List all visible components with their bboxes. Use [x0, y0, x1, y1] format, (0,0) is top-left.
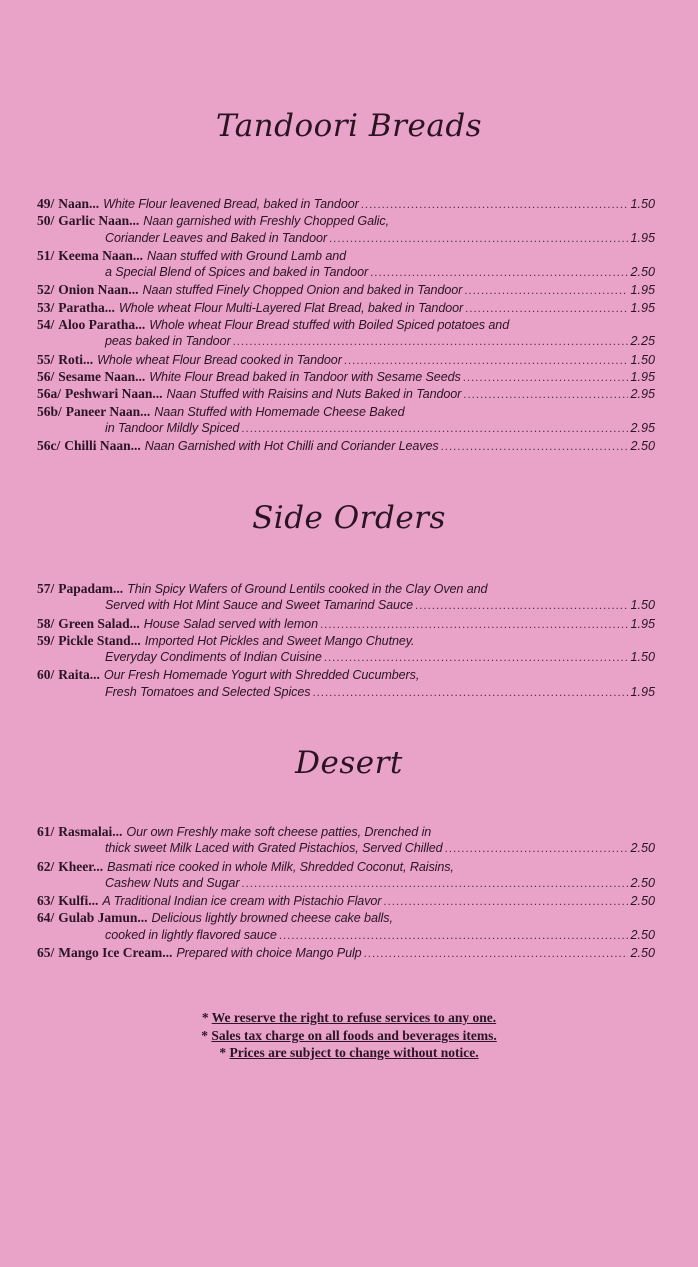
item-number: 61/ — [37, 824, 55, 839]
item-line — [37, 928, 655, 945]
item-price: 1.95 — [630, 283, 655, 298]
dot-leader — [415, 601, 628, 612]
item-description: Naan garnished with Freshly Chopped Galic, — [143, 214, 389, 229]
item-description: Thin Spicy Wafers of Ground Lentils cooked in the Clay Oven and — [127, 582, 488, 596]
dot-leader — [463, 373, 629, 384]
item-name: Kulfi... — [58, 893, 99, 909]
item-description: House Salad served with lemon — [143, 616, 318, 631]
dot-leader — [233, 337, 629, 348]
item-number: 55/ — [37, 351, 55, 367]
item-description: Naan Stuffed with Homemade Cheese Baked — [154, 404, 405, 419]
item-price: 2.50 — [630, 927, 655, 942]
item-name: Sesame Naan... — [58, 368, 146, 384]
item-line — [37, 317, 655, 334]
item-name: Aloo Paratha... — [58, 317, 146, 333]
item-line — [37, 386, 655, 403]
menu-item — [37, 438, 655, 455]
item-price: 1.50 — [630, 650, 655, 665]
dot-leader — [445, 844, 629, 855]
item-name: Green Salad... — [58, 615, 140, 631]
item-line — [37, 421, 655, 438]
item-description: Basmati rice cooked in whole Milk, Shredded Coconut, Raisins, — [107, 859, 454, 874]
menu-item — [37, 317, 655, 352]
item-description: Naan stuffed Finely Chopped Onion and baked in Tandoor — [142, 283, 463, 298]
dot-leader — [441, 442, 629, 453]
item-line — [37, 841, 655, 858]
item-description: A Traditional Indian ice cream with Pistachio Flavor — [102, 894, 382, 909]
item-number: 50/ — [37, 213, 55, 229]
dot-leader — [279, 931, 629, 942]
item-line — [37, 300, 655, 317]
item-description: a Special Blend of Spices and baked in Tandoor — [105, 265, 369, 280]
item-description: in Tandoor Mildly Spiced — [105, 420, 240, 435]
item-line — [37, 910, 655, 927]
item-name: Onion Naan... — [58, 282, 139, 298]
tandoori-breads-list — [37, 196, 655, 455]
dot-leader — [464, 286, 628, 297]
dot-leader — [329, 234, 629, 245]
item-description: White Flour Bread baked in Tandoor with Sesame Seeds — [149, 369, 461, 384]
item-price: 1.50 — [630, 197, 655, 211]
note: * Sales tax charge on all foods and beverages items. — [201, 1027, 497, 1043]
item-description: Prepared with choice Mango Pulp — [176, 946, 362, 961]
item-number: 51/ — [37, 247, 55, 263]
item-name: Garlic Naan... — [58, 213, 140, 229]
item-name: Gulab Jamun... — [58, 910, 148, 926]
section-title-tandoori-breads: Tandoori Breads — [215, 108, 483, 144]
item-name: Papadam... — [58, 581, 124, 596]
item-line — [37, 893, 655, 910]
section-title-desert: Desert — [295, 745, 403, 781]
item-number: 56c/ — [37, 438, 61, 454]
item-line — [37, 352, 655, 369]
item-line — [37, 633, 655, 650]
item-number: 56/ — [37, 368, 55, 384]
item-line — [37, 945, 655, 962]
item-price: 2.50 — [630, 894, 655, 909]
item-number: 52/ — [37, 282, 55, 298]
item-line — [37, 213, 655, 230]
item-name: Pickle Stand... — [58, 632, 141, 648]
item-description: Our own Freshly make soft cheese patties, Drenched in — [126, 825, 432, 839]
item-number: 58/ — [37, 615, 55, 631]
item-description: Delicious lightly browned cheese cake balls, — [151, 911, 393, 926]
menu-item — [37, 300, 655, 317]
item-line — [37, 685, 655, 702]
side-orders-list — [37, 581, 655, 702]
menu-item — [37, 369, 655, 386]
item-price: 2.95 — [630, 387, 655, 402]
item-description: Cashew Nuts and Sugar — [105, 875, 240, 890]
item-number: 54/ — [37, 317, 55, 333]
menu-item — [37, 352, 655, 369]
item-line — [37, 369, 655, 386]
dot-leader — [465, 304, 628, 315]
item-description: Coriander Leaves and Baked in Tandoor — [105, 230, 327, 245]
item-line — [37, 581, 655, 598]
item-description: thick sweet Milk Laced with Grated Pistachios, Served Chilled — [105, 841, 443, 856]
item-price: 2.50 — [630, 439, 655, 454]
menu-notes — [0, 1009, 698, 1062]
dot-leader — [370, 268, 628, 279]
item-number: 59/ — [37, 632, 55, 648]
menu-item — [37, 667, 655, 702]
dot-leader — [320, 620, 628, 631]
item-number: 49/ — [37, 196, 55, 211]
item-description: White Flour leavened Bread, baked in Tandoor — [103, 197, 359, 211]
item-line — [37, 598, 655, 615]
item-price: 1.95 — [630, 616, 655, 631]
desert-list — [37, 824, 655, 962]
note: * Prices are subject to change without notice. — [219, 1045, 479, 1060]
item-price: 2.95 — [630, 420, 655, 435]
item-description: Whole wheat Flour Bread stuffed with Boiled Spiced potatoes and — [149, 318, 510, 333]
item-line — [37, 231, 655, 248]
dot-leader — [364, 949, 629, 960]
dot-leader — [324, 653, 629, 664]
menu-item — [37, 859, 655, 894]
item-price: 1.95 — [630, 300, 655, 315]
menu-item — [37, 945, 655, 962]
item-description: peas baked in Tandoor — [105, 334, 231, 349]
item-line — [37, 650, 655, 667]
item-price: 2.25 — [630, 334, 655, 349]
item-name: Peshwari Naan... — [65, 386, 163, 402]
item-price: 2.50 — [630, 875, 655, 890]
dot-leader — [312, 688, 628, 699]
item-name: Chilli Naan... — [64, 438, 141, 454]
item-description: Naan Stuffed with Raisins and Nuts Baked in Tandoor — [166, 387, 462, 402]
menu-item — [37, 633, 655, 668]
item-line — [37, 248, 655, 265]
item-description: Naan stuffed with Ground Lamb and — [147, 248, 347, 263]
item-name: Keema Naan... — [58, 247, 144, 263]
item-price: 1.95 — [630, 230, 655, 245]
item-price: 2.50 — [630, 841, 655, 856]
dot-leader — [463, 390, 628, 401]
dot-leader — [241, 424, 628, 435]
item-price: 2.50 — [630, 946, 655, 961]
menu-item — [37, 386, 655, 403]
item-line — [37, 196, 655, 213]
note: * We reserve the right to refuse services to any one. — [201, 1010, 497, 1025]
item-description: Imported Hot Pickles and Sweet Mango Chutney. — [144, 633, 415, 648]
item-number: 64/ — [37, 910, 55, 926]
item-name: Raita... — [58, 667, 100, 683]
item-price: 1.95 — [630, 684, 655, 699]
item-description: cooked in lightly flavored sauce — [105, 927, 277, 942]
item-price: 1.50 — [630, 352, 655, 367]
item-description: Fresh Tomatoes and Selected Spices — [105, 684, 311, 699]
item-price: 1.95 — [630, 369, 655, 384]
item-number: 57/ — [37, 581, 55, 596]
section-title-side-orders: Side Orders — [252, 500, 446, 536]
menu-item — [37, 196, 655, 213]
item-line — [37, 334, 655, 351]
item-line — [37, 616, 655, 633]
item-name: Paratha... — [58, 299, 115, 315]
item-line — [37, 859, 655, 876]
item-name: Mango Ice Cream... — [58, 945, 173, 961]
item-line — [37, 824, 655, 841]
item-line — [37, 876, 655, 893]
dot-leader — [241, 879, 628, 890]
item-name: Roti... — [58, 351, 94, 367]
menu-item — [37, 910, 655, 945]
item-line — [37, 282, 655, 299]
item-description: Our Fresh Homemade Yogurt with Shredded Cucumbers, — [103, 668, 420, 683]
item-number: 62/ — [37, 858, 55, 874]
menu-item — [37, 824, 655, 859]
item-number: 53/ — [37, 299, 55, 315]
item-description: Naan Garnished with Hot Chilli and Coriander Leaves — [144, 439, 439, 454]
menu-item — [37, 616, 655, 633]
dot-leader — [344, 356, 629, 367]
item-price: 2.50 — [630, 265, 655, 280]
item-price: 1.50 — [630, 598, 655, 613]
item-number: 56a/ — [37, 386, 62, 402]
item-number: 60/ — [37, 667, 55, 683]
item-description: Served with Hot Mint Sauce and Sweet Tamarind Sauce — [105, 598, 414, 613]
item-name: Rasmalai... — [58, 824, 123, 839]
item-number: 63/ — [37, 893, 55, 909]
item-name: Paneer Naan... — [65, 403, 151, 419]
menu-item — [37, 404, 655, 439]
item-line — [37, 667, 655, 684]
item-line — [37, 404, 655, 421]
menu-item — [37, 213, 655, 248]
item-line — [37, 265, 655, 282]
dot-leader — [361, 200, 629, 211]
item-name: Naan... — [58, 196, 100, 211]
item-line — [37, 438, 655, 455]
item-number: 56b/ — [37, 403, 62, 419]
item-name: Kheer... — [58, 858, 104, 874]
item-description: Whole wheat Flour Bread cooked in Tandoor — [97, 352, 342, 367]
menu-item — [37, 893, 655, 910]
item-description: Everyday Condiments of Indian Cuisine — [105, 650, 322, 665]
menu-item — [37, 248, 655, 283]
menu-item — [37, 581, 655, 616]
dot-leader — [383, 897, 628, 908]
menu-item — [37, 282, 655, 299]
item-description: Whole wheat Flour Multi-Layered Flat Bread, baked in Tandoor — [118, 300, 464, 315]
item-number: 65/ — [37, 945, 55, 961]
